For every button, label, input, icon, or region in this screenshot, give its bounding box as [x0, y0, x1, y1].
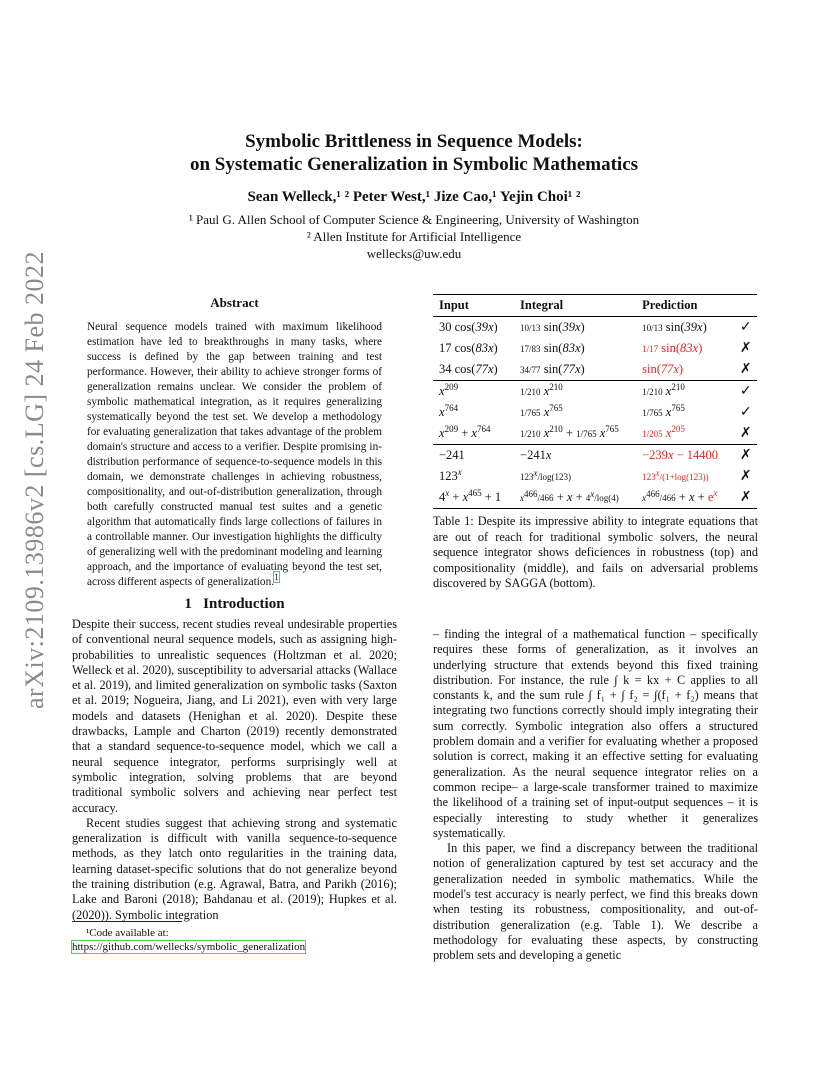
table-row: 34 cos(77x) 34/77 sin(77x) sin(77x) ✗ — [433, 359, 757, 381]
footnote-link[interactable]: 1 — [274, 572, 279, 583]
right-paragraph-2: In this paper, we find a discrepancy between the traditional notion of generalization captured by test set accuracy and the generalization needed in symbolic mathematics. While the model's test accuracy is nearly perfect, we find this breaks down when testing its robustness, compositionality, and out-of-distribution generalization (e.g. Table 1). We describe a methodology for evaluating these aspects, by constructing problem sets and developing a genetic — [433, 841, 758, 963]
footnote-rule — [72, 921, 182, 922]
section-heading: 1 Introduction — [184, 596, 285, 612]
cross-icon: ✗ — [739, 341, 752, 356]
intro-right-column — [433, 627, 758, 964]
table-row: 30 cos(39x) 10/13 sin(39x) 10/13 sin(39x) ✓ — [433, 317, 757, 339]
authors: Sean Welleck,¹ ² Peter West,¹ Jize Cao,¹ Yejin Choi¹ ² — [247, 189, 581, 205]
table-row: $4^x + x^{465} + 1$ $x^{466}/466 + x + 4^x/\log(4)$ $x^{466}/466 + x + e^x$ ✗ — [433, 487, 757, 509]
table-row: −241 −241x −239x − 14400 ✗ — [433, 445, 757, 467]
affiliation-1: ¹ Paul G. Allen School of Computer Science & Engineering, University of Washington — [188, 212, 640, 227]
table-row: $x^{209} + x^{764}$ 1/210 $x^{210} + 1/765$ $x^{765}$ 1/205 $x^{205}$ ✗ — [433, 423, 757, 445]
arxiv-stamp: arXiv:2109.13986v2 [cs.LG] 24 Feb 2022 — [20, 250, 49, 710]
check-icon: ✓ — [739, 320, 752, 335]
results-table — [433, 294, 757, 509]
paper-title: Symbolic Brittleness in Sequence Models: on Systematic Generalization in Symbolic Mathematics — [189, 131, 639, 175]
table-row: $x^{764}$ 1/765 $x^{765}$ 1/765 $x^{765}$ ✓ — [433, 402, 757, 423]
intro-paragraph-1: Despite their success, recent studies reveal undesirable properties of conventional neural sequence models, such as assigning high-probabilities to unrealistic sequences (Holtzman et al. 2020; Welleck et al. 2020), susceptibility to adversarial attacks (Wallace et al. 2019), and limited generalization on symbolic tasks (Saxton et al. 2019; Nogueira, Jiang, and Li 2021), even with very large models and datasets (Henighan et al. 2020). Despite these drawbacks, Lample and Charton (2019) recently demonstrated that a standard sequence-to-sequence model, which we call a neural sequence integrator, performs surprisingly well at symbolic integration, solving problems that are beyond traditional symbolic solvers and achieving near perfect test accuracy. — [72, 617, 397, 815]
abstract-heading: Abstract — [210, 295, 259, 310]
abstract-text: Neural sequence models trained with maximum likelihood estimation have led to breakthroughs in many tasks, where success is defined by the gap between training and test performance. However, their ability to achieve stronger forms of generalization remains unclear. We consider the problem of symbolic mathematical integration, as it requires generalizing systematically beyond the test set. We develop a methodology for evaluating generalization that takes advantage of the problem domain's structure and access to a verifier. Despite promising in-distribution performance of sequence-to-sequence models in this domain, we demonstrate challenges in achieving robustness, compositionality, and out-of-distribution generalization, through both carefully constructed manual test suites and a genetic algorithm that automatically finds large collections of failures in a controllable manner. Our investigation highlights the difficulty of generalizing well with the predominant modeling and learning approach, and the importance of evaluating beyond the test set, across different aspects of generalization.$^1$ — [87, 321, 382, 588]
affiliation-2: ² Allen Institute for Artificial Intelligence — [306, 229, 522, 244]
cross-icon: ✗ — [739, 469, 752, 484]
intro-paragraph-2: Recent studies suggest that achieving strong and systematic generalization is difficult with vanilla sequence-to-sequence methods, as they latch onto regularities in the training data, learning dataset-specific solutions that do not generalize beyond the training distribution (e.g. Agrawal, Batra, and Parikh (2016); Lake and Baroni (2018); Bahdanau et al. (2019); Hupkes et al. (2020)). Symbolic integration — [72, 815, 397, 922]
cross-icon: ✗ — [733, 445, 757, 467]
header-integral: Integral — [514, 295, 636, 317]
table-row: 17 cos(83x) 17/83 sin(83x) 1/17 sin(83x) ✗ — [433, 338, 757, 359]
check-icon: ✓ — [733, 381, 757, 403]
header-prediction: Prediction — [636, 295, 732, 317]
email[interactable]: wellecks@uw.edu — [366, 246, 462, 261]
intro-left-column — [72, 617, 397, 923]
right-paragraph-1: – finding the integral of a mathematical function – specifically requires these forms of generalization, as it involves an underlying structure that extends beyond this fixed training distribution. For instance, the rule ∫ k = kx + C applies to all constants k, and the sum rule ∫ f₁ + ∫ f₂ = ∫(f₁ + f₂) means that integrating two functions correctly should imply integrating their sum correctly. Symbolic integration also offers a structured problem domain and a verifier for evaluating whether a proposed solution is correct, making it an effective setting for evaluating generalization. As the neural sequence integrator relies on a common recipe– a large-scale transformer trained to maximize the likelihood of a training set of input-output sequences – it is especially interesting to study whether it generalizes systematically. — [433, 627, 758, 840]
check-icon: ✓ — [739, 405, 752, 420]
cross-icon: ✗ — [733, 487, 757, 509]
table-row: 123$^x$ 123$^x$/log(123) $123^x/(1+\log(123))$ ✗ — [433, 466, 757, 487]
footnote: ¹Code available at: https://github.com/wellecks/symbolic_generalization — [72, 927, 306, 953]
code-link[interactable]: https://github.com/wellecks/symbolic_generalization — [72, 941, 306, 953]
table-row: $x^{209}$ 1/210 $x^{210}$ 1/210 $x^{210}$ ✓ — [433, 381, 757, 403]
table-caption: Table 1: Despite its impressive ability to integrate equations that are out of reach for traditional symbolic solvers, the neural sequence integrator shows deficiences in robustness (top) and compositionality (middle), and fails on adversarial problems discovered by SAGGA (bottom). — [433, 514, 758, 590]
header-input: Input — [433, 295, 514, 317]
cross-icon: ✗ — [739, 362, 752, 377]
cross-icon: ✗ — [739, 426, 752, 441]
